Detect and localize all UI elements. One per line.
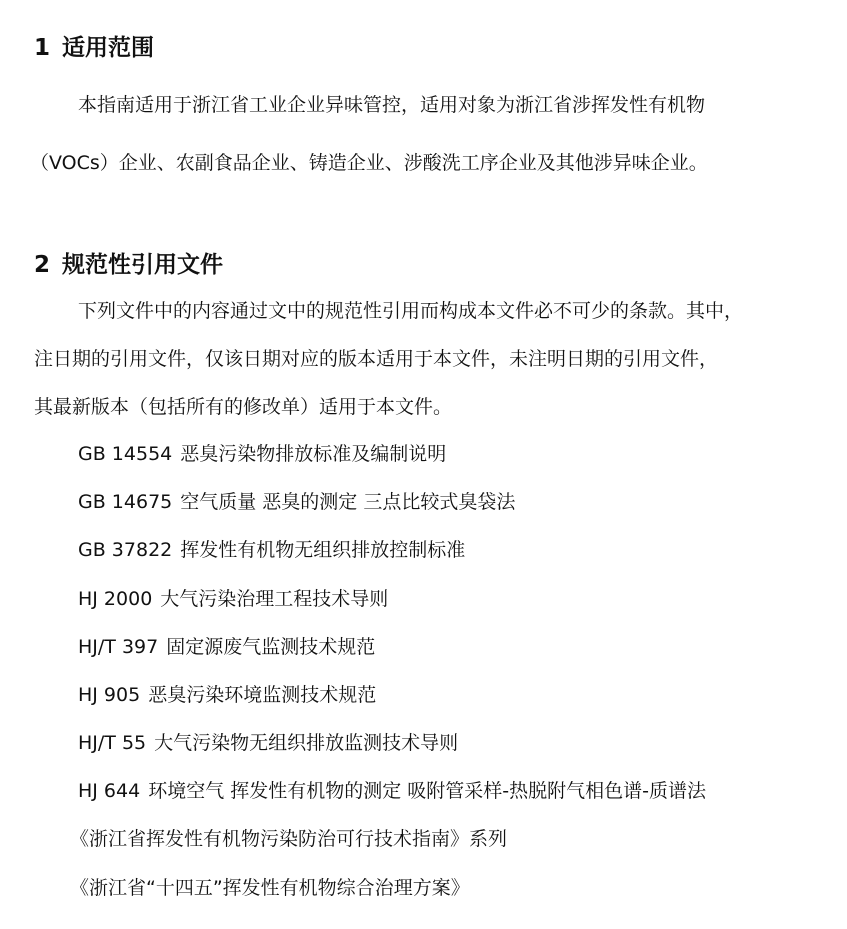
section-1-number: 1 <box>34 35 51 61</box>
section-2-paragraph-line: 注日期的引用文件，仅该日期对应的版本适用于本文件，未注明日期的引用文件， <box>34 348 719 370</box>
reference-title: 环境空气 挥发性有机物的测定 吸附管采样-热脱附气相色谱-质谱法 <box>148 780 706 802</box>
reference-code: GB 14554 <box>78 443 173 465</box>
reference-title: 大气污染物无组织排放监测技术导则 <box>154 732 459 754</box>
reference-item <box>78 586 388 612</box>
section-2-paragraph-line: 下列文件中的内容通过文中的规范性引用而构成本文件必不可少的条款。其中， <box>78 300 744 322</box>
reference-code: HJ 905 <box>78 684 141 706</box>
section-2-number: 2 <box>34 252 51 278</box>
reference-title: 空气质量 恶臭的测定 三点比较式臭袋法 <box>180 491 516 513</box>
reference-title: 大气污染治理工程技术导则 <box>160 588 389 610</box>
section-2-heading <box>34 250 223 280</box>
reference-code: HJ/T 397 <box>78 636 159 658</box>
reference-title: 挥发性有机物无组织排放控制标准 <box>180 539 466 561</box>
section-2-paragraph-line: 其最新版本（包括所有的修改单）适用于本文件。 <box>34 396 453 418</box>
document-reference: 《浙江省挥发性有机物污染防治可行技术指南》系列 <box>70 828 508 850</box>
document-reference: 《浙江省“十四五”挥发性有机物综合治理方案》 <box>70 877 470 899</box>
reference-item <box>78 682 376 708</box>
reference-item <box>78 778 706 804</box>
reference-title: 恶臭污染物排放标准及编制说明 <box>180 443 447 465</box>
reference-item <box>78 634 375 660</box>
reference-code: HJ 2000 <box>78 588 153 610</box>
reference-item <box>78 730 458 756</box>
reference-item <box>78 489 515 515</box>
reference-code: GB 37822 <box>78 539 173 561</box>
section-1-heading <box>34 33 154 63</box>
reference-title: 恶臭污染环境监测技术规范 <box>148 684 377 706</box>
reference-item <box>78 441 446 467</box>
section-1-paragraph-line: 本指南适用于浙江省工业企业异味管控，适用对象为浙江省涉挥发性有机物 <box>78 94 706 116</box>
reference-item <box>78 537 465 563</box>
section-1-title: 适用范围 <box>62 35 155 61</box>
reference-code: GB 14675 <box>78 491 173 513</box>
reference-code: HJ 644 <box>78 780 141 802</box>
reference-code: HJ/T 55 <box>78 732 147 754</box>
section-1-paragraph-line: （VOCs）企业、农副食品企业、铸造企业、涉酸洗工序企业及其他涉异味企业。 <box>30 152 708 174</box>
section-2-title: 规范性引用文件 <box>62 252 224 278</box>
reference-title: 固定源废气监测技术规范 <box>166 636 376 658</box>
